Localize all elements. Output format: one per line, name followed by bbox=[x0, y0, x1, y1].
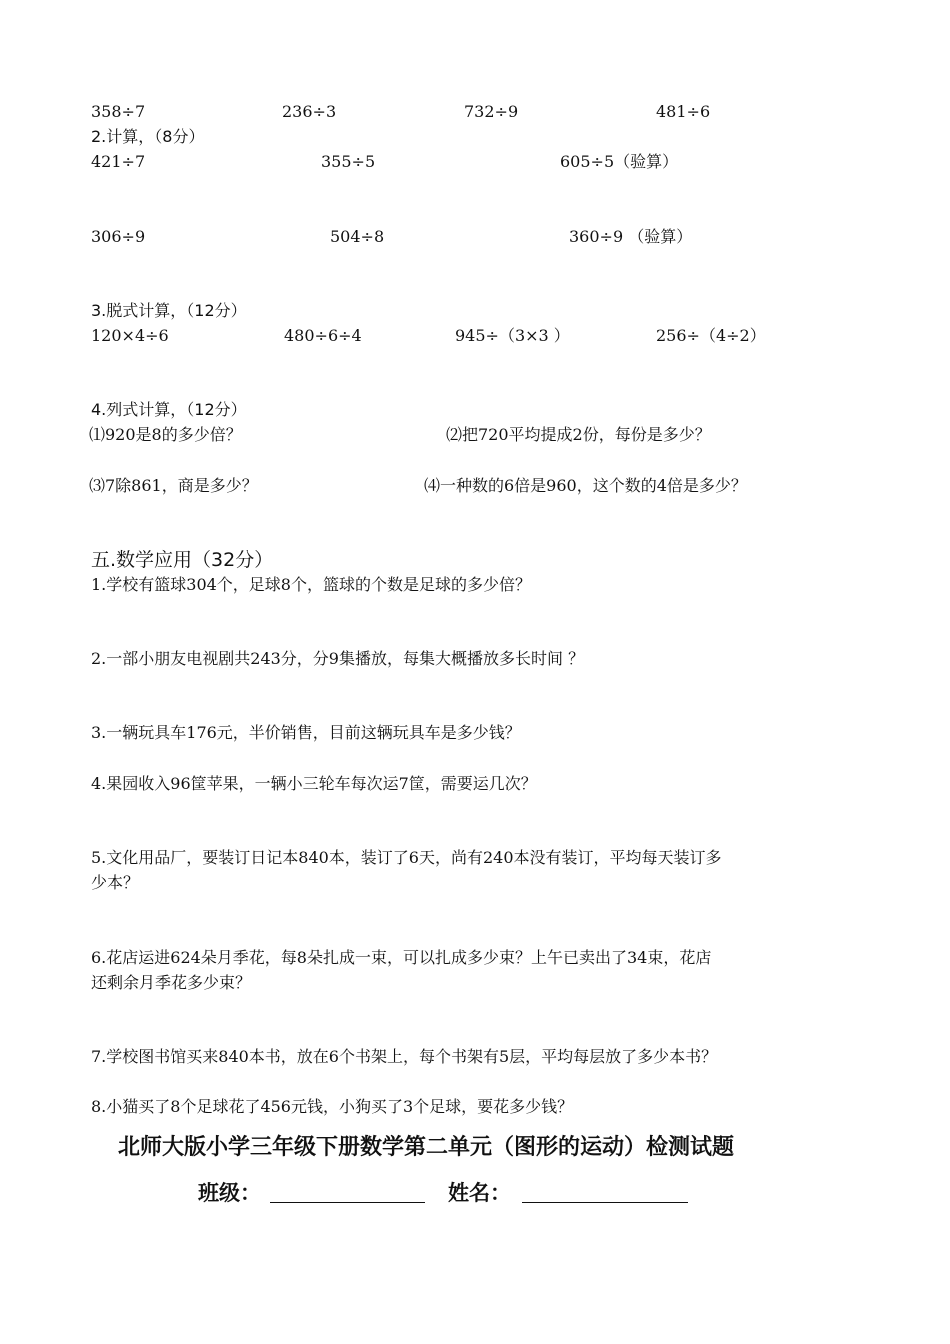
expr-306-div-9: 306÷9 bbox=[91, 227, 146, 246]
expr-605-div-5-check: 605÷5（验算） bbox=[560, 152, 679, 171]
expr-421-div-7: 421÷7 bbox=[91, 152, 146, 171]
problem-8: 8.小猫买了8个足球花了456元钱，小狗买了3个足球，要花多少钱？ bbox=[91, 1097, 574, 1116]
problem-6-line-1: 6.花店运进624朵月季花，每8朵扎成一束，可以扎成多少束？上午已卖出了34束，花店 bbox=[91, 948, 712, 967]
section-3-heading: 3.脱式计算，（12分） bbox=[91, 301, 247, 320]
sec4-item-3: ⑶7除861，商是多少？ bbox=[89, 476, 258, 495]
problem-5-line-2: 少本？ bbox=[91, 873, 140, 892]
expr-3-4: 256÷（4÷2） bbox=[656, 326, 766, 345]
sec4-item-4: ⑷一种数的6倍是960，这个数的4倍是多少？ bbox=[424, 476, 747, 495]
expr-732-div-9: 732÷9 bbox=[464, 102, 519, 121]
expr-355-div-5: 355÷5 bbox=[321, 152, 376, 171]
expr-236-div-3: 236÷3 bbox=[282, 102, 337, 121]
sec4-item-1: ⑴920是8的多少倍？ bbox=[89, 425, 242, 444]
section-2-heading: 2.计算，（8分） bbox=[91, 127, 205, 146]
sec4-item-2: ⑵把720平均提成2份，每份是多少？ bbox=[446, 425, 711, 444]
problem-7: 7.学校图书馆买来840本书，放在6个书架上，每个书架有5层，平均每层放了多少本书？ bbox=[91, 1047, 718, 1066]
problem-1: 1.学校有篮球304个，足球8个，篮球的个数是足球的多少倍？ bbox=[91, 575, 531, 594]
problem-4: 4.果园收入96筐苹果，一辆小三轮车每次运7筐，需要运几次？ bbox=[91, 774, 537, 793]
problem-5-line-1: 5.文化用品厂，要装订日记本840本，装订了6天，尚有240本没有装订，平均每天装订多 bbox=[91, 848, 722, 867]
expr-504-div-8: 504÷8 bbox=[330, 227, 385, 246]
section-4-heading: 4.列式计算，（12分） bbox=[91, 400, 247, 419]
problem-6-line-2: 还剩余月季花多少束？ bbox=[91, 973, 252, 992]
expr-481-div-6: 481÷6 bbox=[656, 102, 711, 121]
expr-3-2: 480÷6÷4 bbox=[284, 326, 362, 345]
class-blank-line[interactable] bbox=[270, 1202, 425, 1203]
section-5-heading: 五.数学应用（32分） bbox=[91, 549, 274, 571]
class-label: 班级： bbox=[198, 1181, 261, 1205]
problem-3: 3.一辆玩具车176元，半价销售，目前这辆玩具车是多少钱？ bbox=[91, 723, 521, 742]
problem-2: 2.一部小朋友电视剧共243分，分9集播放，每集大概播放多长时间 ？ bbox=[91, 649, 585, 668]
expr-360-div-9-check: 360÷9 （验算） bbox=[569, 227, 693, 246]
expr-3-1: 120×4÷6 bbox=[91, 326, 169, 345]
expr-3-3: 945÷（3×3 ） bbox=[455, 326, 570, 345]
expr-358-div-7: 358÷7 bbox=[91, 102, 146, 121]
name-blank-line[interactable] bbox=[522, 1202, 688, 1203]
name-label: 姓名： bbox=[448, 1181, 511, 1205]
document-title: 北师大版小学三年级下册数学第二单元（图形的运动）检测试题 bbox=[118, 1135, 735, 1160]
